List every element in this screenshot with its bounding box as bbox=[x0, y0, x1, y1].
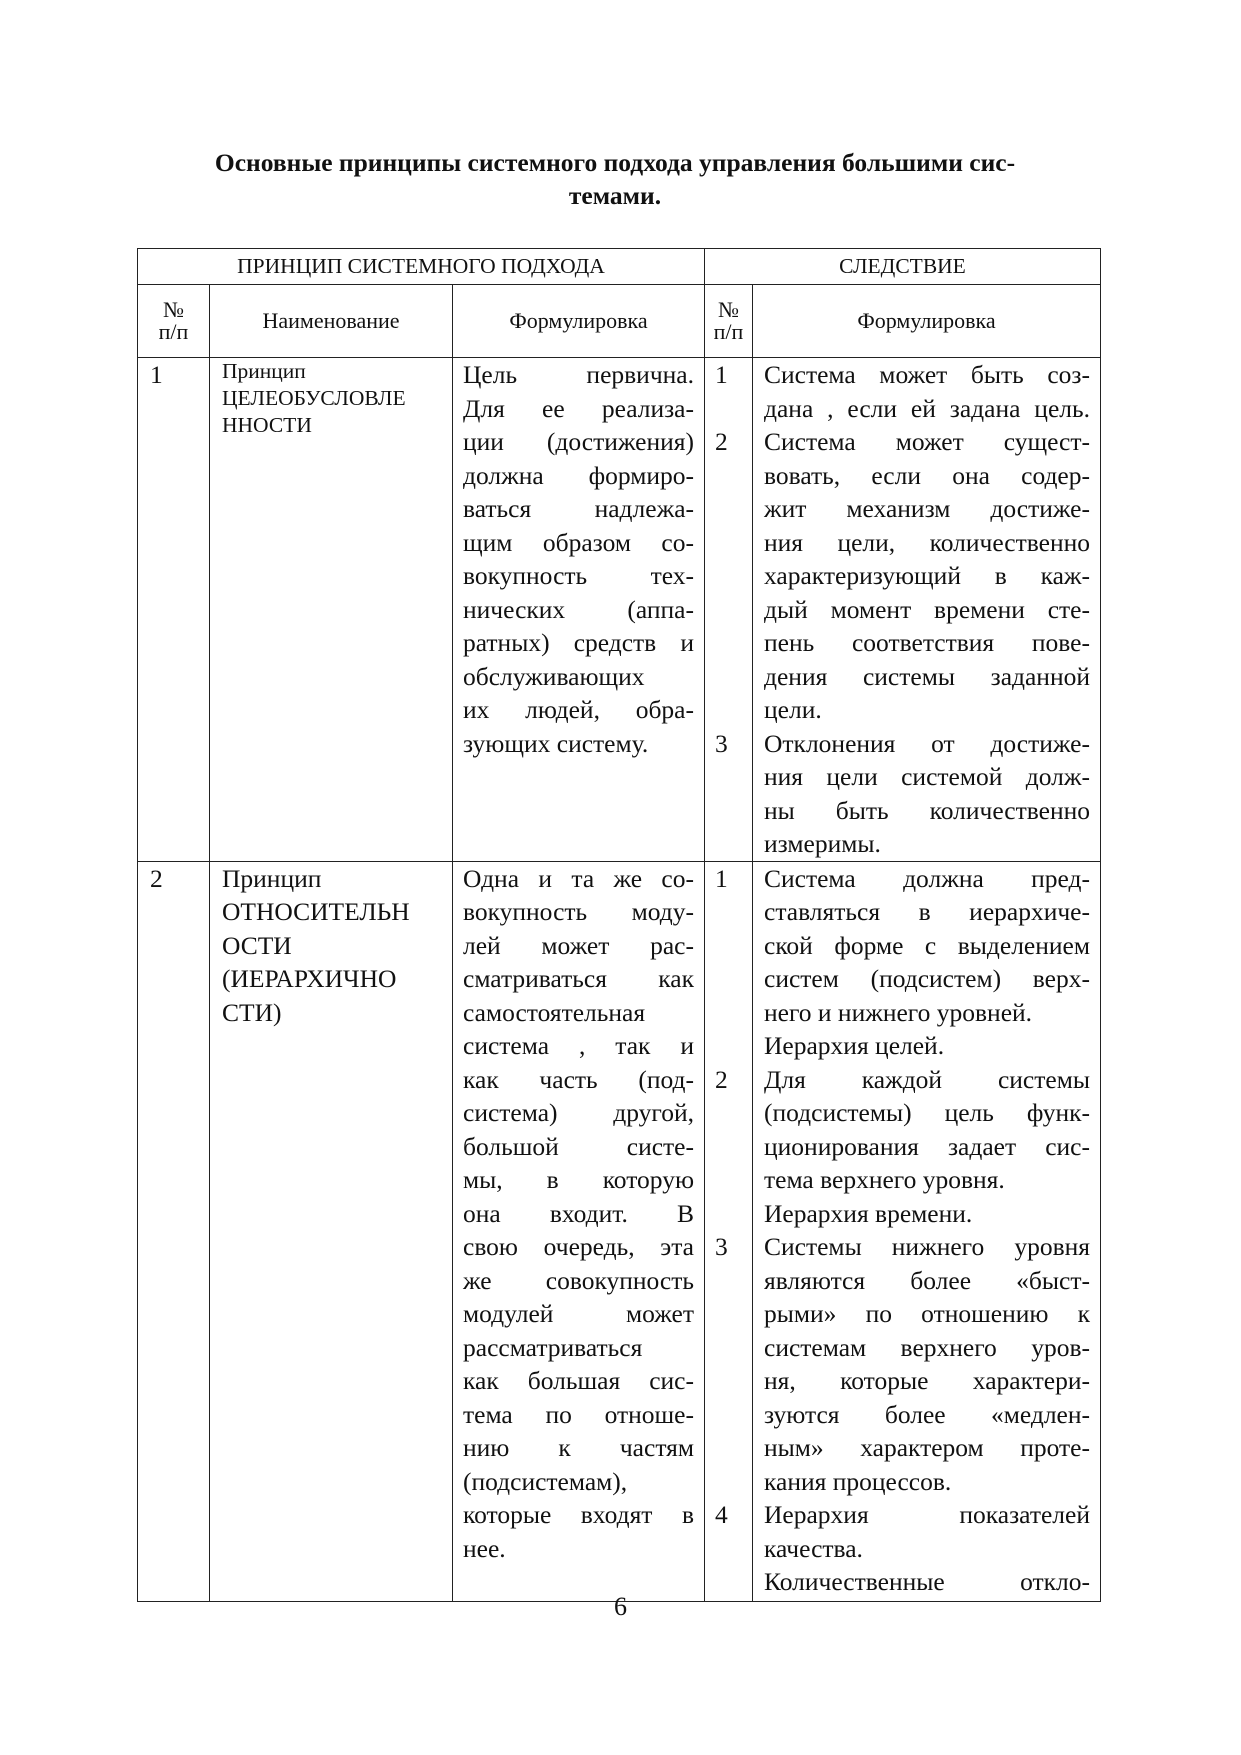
formulation-line: лей может рас- bbox=[463, 930, 694, 960]
col-cons-num-label-b: п/п bbox=[713, 319, 744, 344]
principle-name-line: ННОСТИ bbox=[222, 413, 312, 437]
consequence-number: 4 bbox=[715, 1500, 728, 1529]
formulation-line: которые входят в bbox=[463, 1500, 694, 1529]
table-row bbox=[138, 358, 1101, 862]
formulation-line: нию к частям bbox=[463, 1433, 694, 1462]
consequence-line: ня, которые характери- bbox=[764, 1366, 1090, 1395]
consequence-number bbox=[715, 929, 752, 963]
consequence-number bbox=[715, 593, 752, 627]
consequence-line: (подсистемы) цель функ- bbox=[764, 1098, 1090, 1127]
consequence-number: 3 bbox=[715, 728, 728, 758]
consequence-number bbox=[715, 1431, 752, 1465]
formulation-line: Цель первична. bbox=[463, 360, 694, 389]
row-number: 2 bbox=[138, 861, 210, 1601]
col-cons-num-header bbox=[705, 285, 753, 358]
formulation-line: зующих систему. bbox=[463, 728, 649, 758]
principle-name-line: Принцип bbox=[222, 863, 322, 893]
consequence-line: Для каждой системы bbox=[764, 1064, 1090, 1094]
col-formulation-header: Формулировка bbox=[453, 285, 705, 358]
col-num-header bbox=[138, 285, 210, 358]
table-header bbox=[137, 248, 1101, 358]
consequence-line: измеримы. bbox=[764, 829, 881, 858]
consequence-number: 1 bbox=[715, 863, 728, 893]
consequence-number bbox=[715, 1465, 752, 1499]
formulation-line: вокупность тех- bbox=[463, 561, 694, 590]
group-principle-header: ПРИНЦИП СИСТЕМНОГО ПОДХОДА bbox=[138, 249, 705, 285]
formulation-line: должна формиро- bbox=[463, 460, 694, 490]
formulation-line: Одна и та же со- bbox=[463, 863, 694, 893]
consequence-line: пень соответствия пове- bbox=[764, 628, 1090, 657]
formulation-line: обслуживающих bbox=[463, 661, 645, 691]
consequence-number bbox=[715, 1398, 752, 1432]
principle-name-line: ОСТИ bbox=[222, 930, 292, 960]
consequence-line: ным» характером проте- bbox=[764, 1433, 1090, 1462]
formulation-line: сматриваться как bbox=[463, 964, 694, 993]
consequence-number bbox=[715, 1163, 752, 1197]
consequence-number bbox=[715, 1264, 752, 1298]
consequence-formulation bbox=[753, 358, 1101, 862]
consequence-number bbox=[715, 392, 752, 426]
consequence-line: Отклонения от достиже- bbox=[764, 728, 1090, 758]
formulation-line: как часть (под- bbox=[463, 1064, 694, 1094]
page-number: 6 bbox=[614, 1592, 627, 1621]
principle-formulation bbox=[453, 861, 705, 1601]
consequence-number: 2 bbox=[715, 1064, 728, 1094]
consequence-line: ния цели, количественно bbox=[764, 527, 1090, 557]
formulation-line: нее. bbox=[463, 1533, 506, 1563]
consequence-numbers bbox=[705, 861, 753, 1601]
col-name-header: Наименование bbox=[210, 285, 453, 358]
consequence-line: являются более «быст- bbox=[764, 1265, 1090, 1295]
consequence-line: Система может быть соз- bbox=[764, 360, 1090, 389]
consequence-number bbox=[715, 1364, 752, 1398]
principle-formulation bbox=[453, 358, 705, 862]
formulation-line: нических (аппа- bbox=[463, 594, 694, 624]
consequence-number bbox=[715, 1130, 752, 1164]
page-title bbox=[150, 146, 1080, 212]
consequence-number bbox=[715, 1029, 752, 1063]
consequence-line: системам верхнего уров- bbox=[764, 1332, 1090, 1362]
consequence-line: Количественные откло- bbox=[764, 1567, 1090, 1596]
principle-name bbox=[210, 861, 453, 1601]
consequence-number bbox=[715, 1096, 752, 1130]
formulation-line: большой систе- bbox=[463, 1131, 694, 1161]
consequence-number bbox=[715, 693, 752, 727]
consequence-number bbox=[715, 1197, 752, 1231]
col-cons-formulation-header: Формулировка bbox=[753, 285, 1101, 358]
formulation-line: щим образом со- bbox=[463, 527, 694, 557]
consequence-line: зуются более «медлен- bbox=[764, 1399, 1090, 1429]
title-line-2: темами. bbox=[568, 181, 662, 210]
consequence-line: Иерархия времени. bbox=[764, 1198, 973, 1228]
formulation-line: же совокупность bbox=[463, 1265, 694, 1295]
principle-name-line: Принцип bbox=[222, 359, 306, 383]
principle-name-line: (ИЕРАРХИЧНО bbox=[222, 964, 397, 993]
group-consequence-header: СЛЕДСТВИЕ bbox=[705, 249, 1101, 285]
formulation-line: самостоятельная bbox=[463, 997, 646, 1027]
formulation-line: свою очередь, эта bbox=[463, 1232, 694, 1261]
consequence-line: ны быть количественно bbox=[764, 795, 1090, 825]
consequence-line: цели. bbox=[764, 695, 822, 724]
formulation-line: модулей может bbox=[463, 1299, 694, 1328]
consequence-line: Системы нижнего уровня bbox=[764, 1232, 1090, 1261]
consequence-number bbox=[715, 996, 752, 1030]
consequence-line: ционирования задает сис- bbox=[764, 1131, 1090, 1161]
formulation-line: система , так и bbox=[463, 1031, 694, 1060]
consequence-number: 3 bbox=[715, 1232, 728, 1261]
consequence-number bbox=[715, 526, 752, 560]
consequence-number bbox=[715, 492, 752, 526]
consequence-number: 1 bbox=[715, 360, 728, 389]
formulation-line: как большая сис- bbox=[463, 1366, 694, 1395]
consequence-line: Система может сущест- bbox=[764, 427, 1090, 456]
consequence-line: вовать, если она содер- bbox=[764, 460, 1090, 490]
consequence-numbers bbox=[705, 358, 753, 862]
row-number: 1 bbox=[138, 358, 210, 862]
principles-table bbox=[137, 357, 1101, 1602]
consequence-line: жит механизм достиже- bbox=[764, 494, 1090, 523]
consequence-number bbox=[715, 660, 752, 694]
consequence-line: Система должна пред- bbox=[764, 863, 1090, 893]
consequence-line: Иерархия показателей bbox=[764, 1500, 1090, 1529]
formulation-line: их людей, обра- bbox=[463, 695, 694, 724]
consequence-line: ской форме с выделением bbox=[764, 930, 1090, 960]
consequence-number bbox=[715, 895, 752, 929]
consequence-line: ставляться в иерархиче- bbox=[764, 897, 1090, 926]
consequence-line: систем (подсистем) верх- bbox=[764, 964, 1090, 993]
formulation-line: вокупность моду- bbox=[463, 897, 694, 926]
consequence-line: кания процессов. bbox=[764, 1466, 952, 1496]
formulation-line: тема по отноше- bbox=[463, 1399, 694, 1429]
consequence-line: дый момент времени сте- bbox=[764, 594, 1090, 624]
consequence-line: дения системы заданной bbox=[764, 661, 1090, 691]
consequence-number bbox=[715, 1331, 752, 1365]
consequence-line: характеризующий в каж- bbox=[764, 561, 1090, 590]
principle-name-line: СТИ) bbox=[222, 997, 282, 1027]
consequence-number bbox=[715, 626, 752, 660]
formulation-line: (подсистемам), bbox=[463, 1466, 628, 1496]
principle-name bbox=[210, 358, 453, 862]
formulation-line: Для ее реализа- bbox=[463, 393, 694, 423]
title-line-1: Основные принципы системного подхода управления большими сис- bbox=[214, 148, 1016, 177]
consequence-line: ния цели системой долж- bbox=[764, 762, 1090, 791]
formulation-line: она входит. В bbox=[463, 1198, 694, 1228]
formulation-line: ратных) средств и bbox=[463, 628, 694, 657]
consequence-formulation bbox=[753, 861, 1101, 1601]
consequence-line: качества. bbox=[764, 1533, 863, 1563]
consequence-number bbox=[715, 559, 752, 593]
consequence-number bbox=[715, 1297, 752, 1331]
consequence-line: дана , если ей задана цель. bbox=[764, 393, 1090, 423]
principle-name-line: ОТНОСИТЕЛЬН bbox=[222, 897, 410, 926]
col-cons-num-label-a: № bbox=[718, 297, 739, 322]
consequence-line: рыми» по отношению к bbox=[764, 1299, 1090, 1328]
consequence-line: Иерархия целей. bbox=[764, 1031, 945, 1060]
formulation-line: ции (достижения) bbox=[463, 427, 694, 456]
consequence-line: него и нижнего уровней. bbox=[764, 997, 1033, 1027]
col-num-label-b: п/п bbox=[158, 319, 189, 344]
consequence-number bbox=[715, 459, 752, 493]
consequence-number: 2 bbox=[715, 427, 728, 456]
formulation-line: мы, в которую bbox=[463, 1165, 694, 1194]
formulation-line: рассматриваться bbox=[463, 1332, 643, 1362]
formulation-line: система) другой, bbox=[463, 1098, 694, 1127]
consequence-number bbox=[715, 962, 752, 996]
principle-name-line: ЦЕЛЕОБУСЛОВЛЕ bbox=[222, 386, 406, 410]
table-row bbox=[138, 861, 1101, 1601]
formulation-line: ваться надлежа- bbox=[463, 494, 694, 523]
col-num-label-a: № bbox=[163, 297, 184, 322]
consequence-line: тема верхнего уровня. bbox=[764, 1165, 1005, 1194]
